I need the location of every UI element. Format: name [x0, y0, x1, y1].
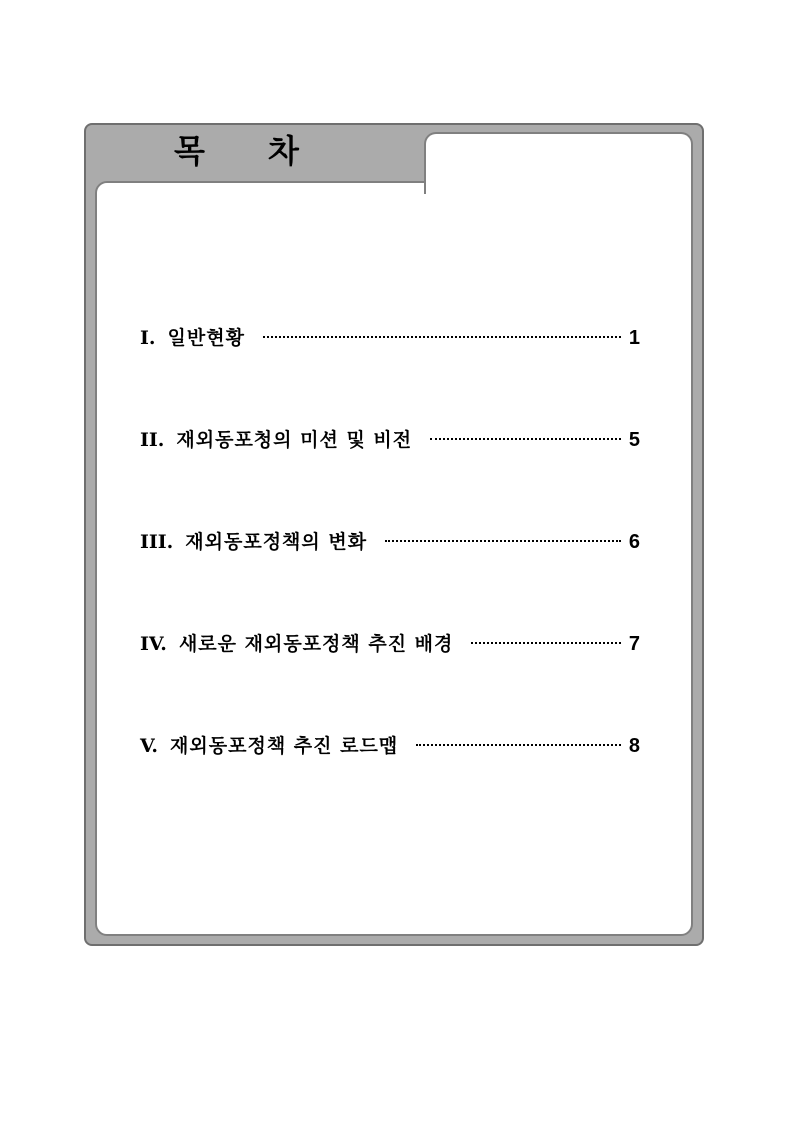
toc-entry[interactable]	[140, 629, 640, 731]
toc-page-number: 1	[628, 327, 640, 349]
toc-number: V.	[140, 735, 159, 757]
toc-entry[interactable]	[140, 527, 640, 629]
toc-page-number: 5	[628, 429, 640, 451]
toc-label: 재외동포청의 미션 및 비전	[176, 429, 413, 451]
folder-tab	[424, 132, 693, 194]
dot-leader	[430, 438, 621, 440]
toc-label: 재외동포정책의 변화	[185, 531, 368, 553]
toc-list	[140, 323, 640, 833]
toc-label: 재외동포정책 추진 로드맵	[170, 735, 399, 757]
toc-page-number: 8	[628, 735, 640, 757]
toc-entry[interactable]	[140, 323, 640, 425]
toc-page-number: 7	[628, 633, 640, 655]
toc-number: III.	[140, 531, 174, 553]
toc-entry[interactable]	[140, 425, 640, 527]
toc-page-number: 6	[628, 531, 640, 553]
dot-leader	[471, 642, 620, 644]
page-title: 목 차	[174, 132, 325, 170]
toc-entry[interactable]	[140, 731, 640, 833]
toc-label: 일반현황	[167, 327, 245, 349]
toc-number: IV.	[140, 633, 167, 655]
toc-number: II.	[140, 429, 165, 451]
toc-label: 새로운 재외동포정책 추진 배경	[178, 633, 454, 655]
toc-number: I.	[140, 327, 156, 349]
toc-frame	[84, 123, 704, 946]
dot-leader	[263, 336, 621, 338]
dot-leader	[385, 540, 621, 542]
dot-leader	[416, 744, 621, 746]
